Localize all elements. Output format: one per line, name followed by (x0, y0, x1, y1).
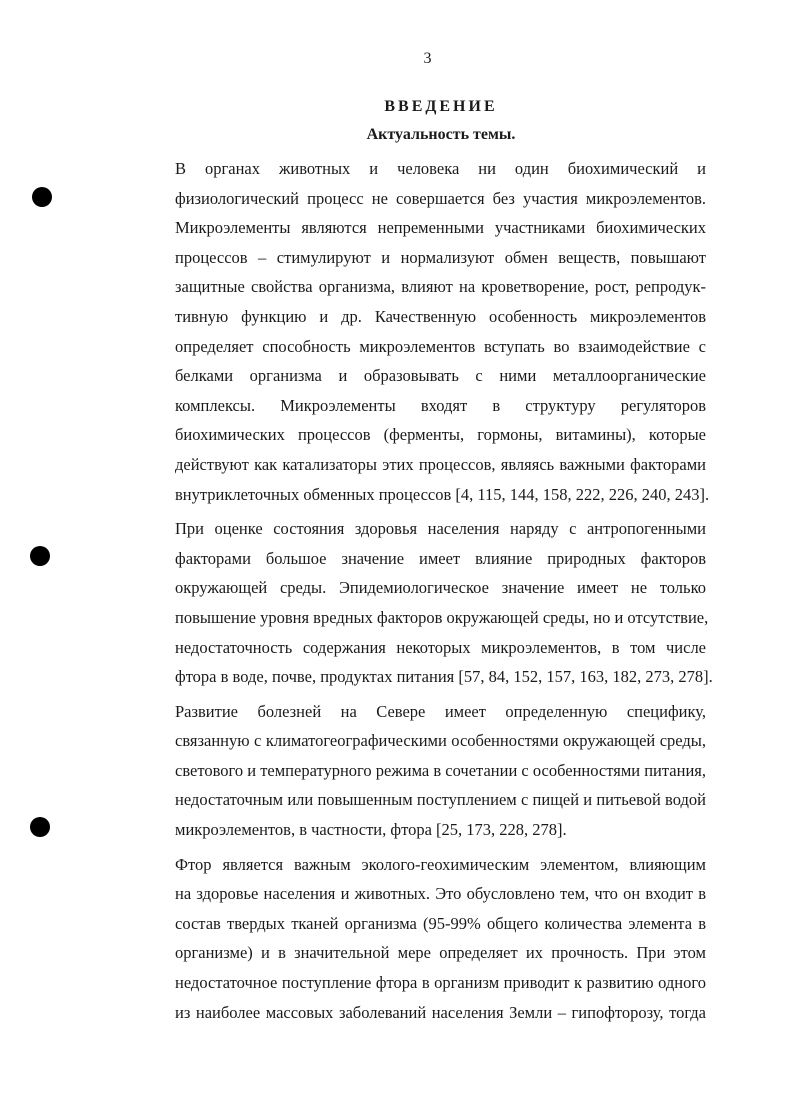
text-line: Фтор является важным эколого-геохимическим элементом, влияющим (175, 854, 706, 874)
text-line: факторами большое значение имеет влияние природных факторов (175, 548, 706, 568)
paragraph (148, 850, 706, 1028)
text-line: микроэлементов, в частности, фтора [25, 173, 228, 278]. (175, 820, 567, 840)
text-line: недостаточным или повышенным поступлением с пищей и питьевой водой (175, 790, 706, 810)
paragraph (148, 697, 706, 845)
text-line: внутриклеточных обменных процессов [4, 115, 144, 158, 222, 226, 240, 243]. (175, 484, 710, 504)
section-subheading: Актуальность темы. (366, 126, 516, 143)
binder-hole (30, 817, 50, 837)
text-line: белками организма и образовывать с ними металлоорганические (175, 366, 706, 386)
text-line: Развитие болезней на Севере имеет определенную специфику, (175, 701, 706, 721)
binder-hole (30, 546, 50, 566)
body-text (148, 154, 713, 1032)
paragraph (148, 514, 713, 692)
text-line: недостаточность содержания некоторых микроэлементов, в том числе (175, 637, 706, 657)
text-line: тивную функцию и др. Качественную особенность микроэлементов (175, 306, 706, 326)
text-line: При оценке состояния здоровья населения наряду с антропогенными (175, 519, 706, 539)
text-line: Микроэлементы являются непременными участниками биохимических (175, 218, 706, 238)
text-line: светового и температурного режима в сочетании с особенностями питания, (175, 760, 706, 780)
text-line: определяет способность микроэлементов вступать во взаимодействие с (175, 336, 706, 356)
text-line: биохимических процессов (ферменты, гормоны, витамины), которые (175, 425, 706, 445)
text-line: из наиболее массовых заболеваний населения Земли – гипофторозу, тогда (175, 1002, 706, 1022)
section-heading: ВВЕДЕНИЕ (384, 98, 498, 115)
text-line: недостаточное поступление фтора в организм приводит к развитию одного (175, 973, 706, 993)
text-line: комплексы. Микроэлементы входят в структуру регуляторов (175, 395, 706, 415)
page-number: 3 (423, 50, 432, 67)
text-line: состав твердых тканей организма (95-99% общего количества элемента в (175, 913, 706, 933)
text-line: на здоровье населения и животных. Это обусловлено тем, что он входит в (175, 884, 706, 904)
text-line: физиологический процесс не совершается без участия микроэлементов. (175, 188, 706, 208)
text-line: окружающей среды. Эпидемиологическое значение имеет не только (175, 578, 706, 598)
text-line: процессов – стимулируют и нормализуют обмен веществ, повышают (175, 247, 706, 267)
text-line: В органах животных и человека ни один биохимический и (175, 159, 706, 178)
text-line: защитные свойства организма, влияют на кроветворение, рост, репродук- (175, 277, 706, 297)
text-line: фтора в воде, почве, продуктах питания [57, 84, 152, 157, 163, 182, 273, 278]. (175, 667, 713, 687)
paragraph (148, 154, 710, 509)
text-line: связанную с климатогеографическими особенностями окружающей среды, (175, 731, 706, 751)
text-line: повышение уровня вредных факторов окружающей среды, но и отсутствие, (175, 607, 709, 627)
binder-hole (32, 187, 52, 207)
text-line: организме) и в значительной мере определяет их прочность. При этом (175, 943, 706, 963)
text-line: действуют как катализаторы этих процессов, являясь важными факторами (175, 454, 706, 474)
